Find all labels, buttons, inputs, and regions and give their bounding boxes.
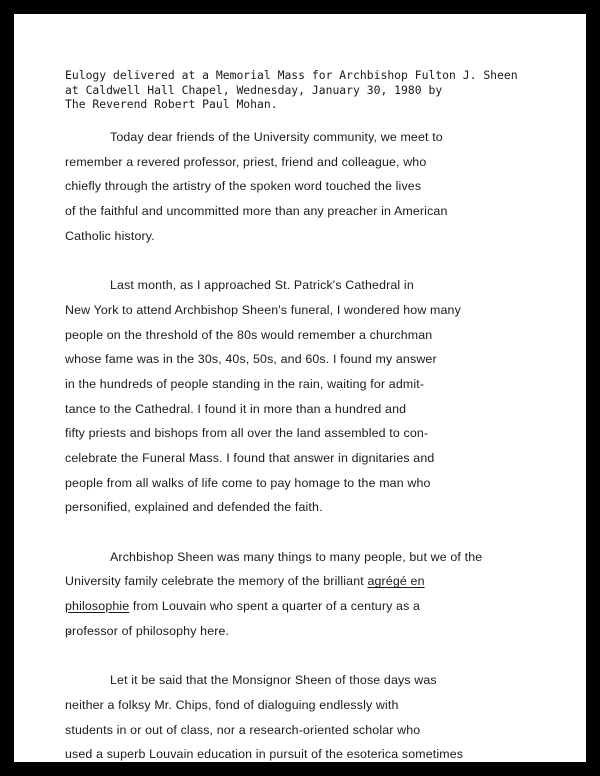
- text-line: in the hundreds of people standing in the rain, waiting for admit-: [65, 376, 425, 391]
- text-segment: from Louvain who spent a quarter of a century as a: [129, 599, 421, 614]
- text-line: Last month, as I approached St. Patrick's Cathedral in: [110, 278, 414, 293]
- document-body: [65, 125, 575, 762]
- paragraph-gap: [65, 248, 575, 273]
- text-line: celebrate the Funeral Mass. I found that answer in dignitaries and: [65, 450, 435, 465]
- text-line: tance to the Cathedral. I found it in more than a hundred and: [65, 401, 407, 416]
- paragraph-1: [65, 125, 575, 248]
- text-line: Let it be said that the Monsignor Sheen of those days was: [110, 673, 437, 688]
- text-line: remember a revered professor, priest, friend and colleague, who: [65, 154, 427, 169]
- text-line: chiefly through the artistry of the spoken word touched the lives: [65, 179, 422, 194]
- text-line: [65, 569, 575, 594]
- text-line: used a superb Louvain education in pursuit of the esoterica sometimes: [65, 747, 464, 762]
- text-line: [65, 594, 575, 619]
- document-page: [14, 14, 586, 762]
- eulogy-heading: [65, 68, 575, 112]
- heading-line: Eulogy delivered at a Memorial Mass for Archbishop Fulton J. Sheen: [65, 68, 518, 82]
- paragraph-gap: [65, 520, 575, 545]
- text-line: personified, explained and defended the faith.: [65, 500, 323, 515]
- text-line: people from all walks of life come to pay homage to the man who: [65, 475, 431, 490]
- text-line: Archbishop Sheen was many things to many people, but we of the: [110, 549, 483, 564]
- text-line: professor of philosophy here.: [65, 623, 230, 638]
- text-line: of the faithful and uncommitted more than any preacher in American: [65, 204, 448, 219]
- heading-line: at Caldwell Hall Chapel, Wednesday, January 30, 1980 by: [65, 82, 443, 97]
- paragraph-4: [65, 668, 575, 762]
- text-line: students in or out of class, nor a research-oriented scholar who: [65, 722, 421, 737]
- text-line: fifty priests and bishops from all over the land assembled to con-: [65, 426, 429, 441]
- underlined-term: philosophie: [65, 599, 130, 614]
- text-line: neither a folksy Mr. Chips, fond of dialoguing endlessly with: [65, 697, 399, 712]
- paragraph-3: [65, 545, 575, 644]
- text-line: Catholic history.: [65, 228, 155, 243]
- text-line: Today dear friends of the University community, we meet to: [110, 130, 443, 144]
- text-line: New York to attend Archbishop Sheen's funeral, I wondered how many: [65, 302, 461, 317]
- text-line: whose fame was in the 30s, 40s, 50s, and 60s. I found my answer: [65, 352, 437, 367]
- paragraph-gap: [65, 643, 575, 668]
- text-line: people on the threshold of the 80s would remember a churchman: [65, 327, 433, 342]
- underlined-term: agrégé en: [367, 574, 425, 589]
- text-segment: University family celebrate the memory of the brilliant: [65, 574, 368, 589]
- heading-line: The Reverend Robert Paul Mohan.: [65, 97, 278, 111]
- paragraph-2: [65, 273, 575, 520]
